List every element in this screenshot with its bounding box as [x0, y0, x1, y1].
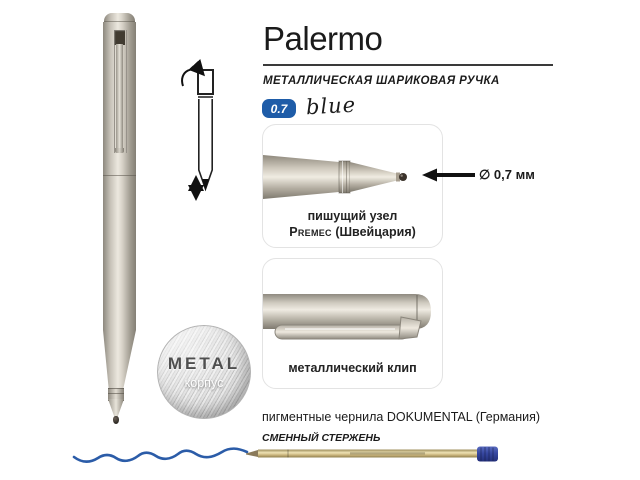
metal-badge-word: METAL [167, 354, 241, 373]
pen-lower-barrel [103, 181, 136, 330]
tip-brand: Premec [289, 224, 332, 239]
refill-cap [477, 447, 498, 462]
pen-photo [103, 13, 136, 425]
refill-photo [60, 442, 510, 472]
left-arrow-icon [421, 167, 476, 183]
header-divider [263, 64, 553, 66]
diagram-body [199, 99, 212, 189]
pen-clip [116, 44, 123, 150]
rotation-arrow-icon [182, 69, 203, 86]
pen-clip-foot [115, 148, 124, 153]
tip-callout-line2 [263, 224, 442, 240]
tip-callout-line1: пишущий узел [307, 208, 398, 223]
tip-diameter-label: ∅ 0,7 мм [479, 167, 535, 182]
pen-nose-cone [108, 399, 124, 417]
tip-callout-label [263, 208, 442, 241]
ink-description: пигментные чернила DOKUMENTAL (Германия) [262, 410, 541, 424]
pen-ballpoint-tip [113, 416, 119, 424]
refill-description: СМЕННЫЙ СТЕРЖЕНЬ [262, 432, 381, 444]
twist-mechanism-diagram [170, 58, 240, 208]
ink-color-script: blue [305, 92, 357, 120]
metal-badge-sub: корпус [184, 376, 224, 390]
ink-scribble [74, 449, 247, 462]
clip-callout-label: металлический клип [288, 360, 417, 375]
tip-country: (Швейцария) [335, 224, 416, 239]
refill-print [350, 452, 425, 454]
tip-size-badge: 0.7 [262, 99, 296, 118]
product-subtitle: МЕТАЛЛИЧЕСКАЯ ШАРИКОВАЯ РУЧКА [263, 75, 500, 87]
diagram-cap [198, 70, 213, 94]
tip-callout-card [262, 124, 443, 248]
clip-callout-card [262, 258, 443, 389]
product-title: Palermo [263, 20, 383, 57]
diagram-tip [202, 179, 209, 191]
pen-clip-cutout [114, 30, 125, 45]
metal-body-badge [157, 325, 251, 419]
pen-taper [103, 330, 136, 388]
